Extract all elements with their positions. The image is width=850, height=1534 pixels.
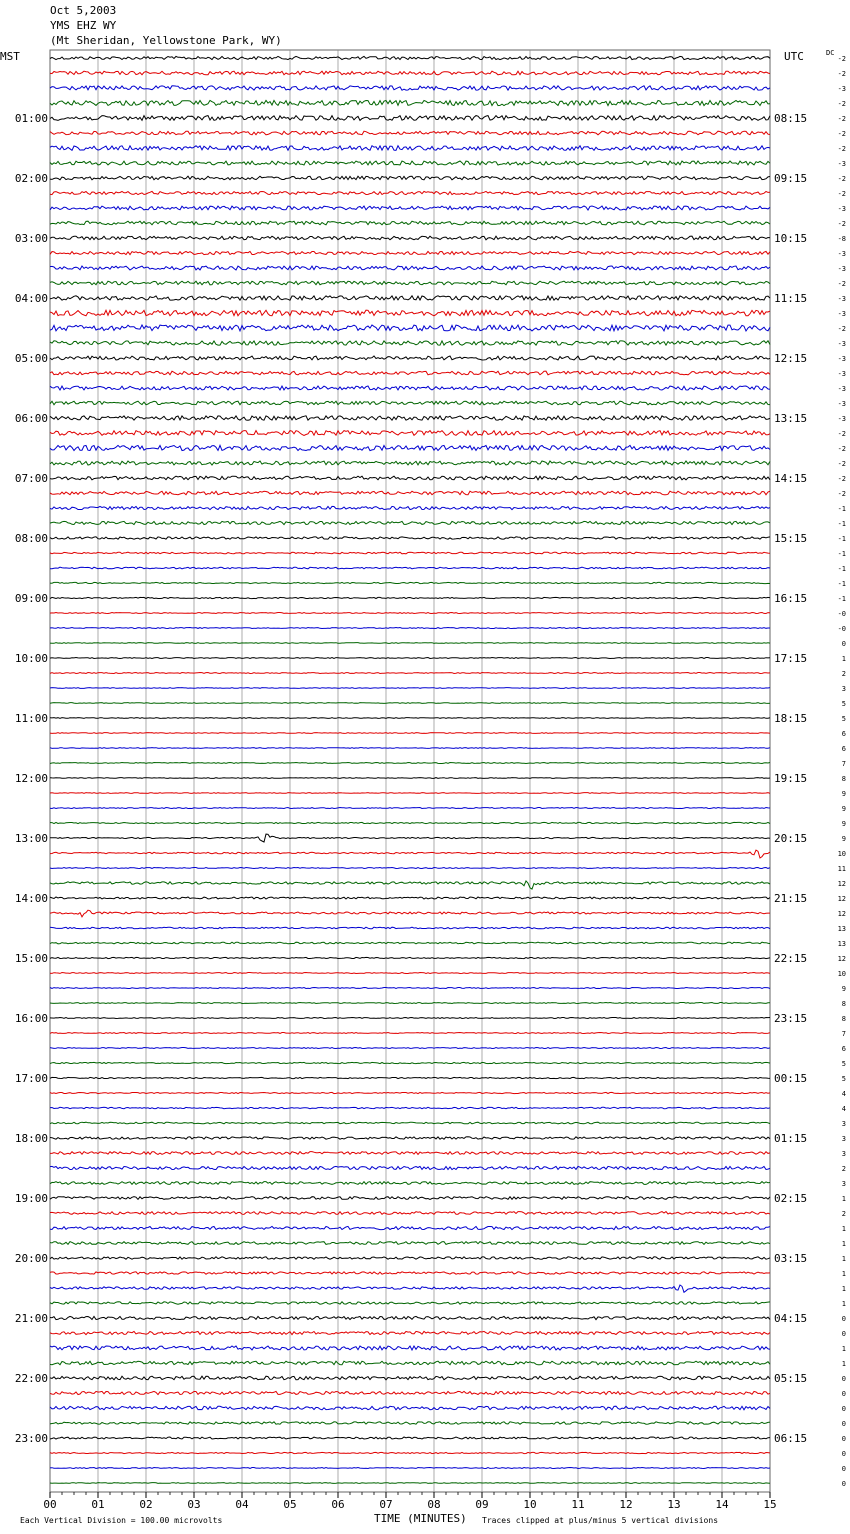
trace-line bbox=[50, 673, 770, 674]
trace-line bbox=[50, 401, 770, 405]
x-tick-label: 09 bbox=[475, 1498, 489, 1511]
trace-line bbox=[50, 431, 770, 436]
x-tick-label: 12 bbox=[619, 1498, 633, 1511]
dc-offset-label: 9 bbox=[841, 835, 846, 843]
dc-offset-label: 0 bbox=[841, 1435, 846, 1443]
x-tick-label: 06 bbox=[331, 1498, 345, 1511]
x-tick-label: 05 bbox=[283, 1498, 297, 1511]
trace-line bbox=[50, 131, 770, 135]
dc-offset-label: 5 bbox=[841, 715, 846, 723]
dc-offset-label: -3 bbox=[837, 205, 846, 213]
dc-offset-label: 0 bbox=[841, 1330, 846, 1338]
trace-line bbox=[50, 942, 770, 944]
trace-line bbox=[50, 822, 770, 823]
x-tick-label: 15 bbox=[763, 1498, 777, 1511]
dc-offset-label: 1 bbox=[841, 1225, 846, 1233]
trace-line bbox=[50, 236, 770, 240]
x-tick-label: 00 bbox=[43, 1498, 57, 1511]
mst-hour-label: 08:00 bbox=[14, 532, 48, 545]
dc-offset-label: 12 bbox=[837, 955, 846, 963]
trace-line bbox=[50, 1361, 770, 1365]
dc-offset-label: -2 bbox=[837, 475, 846, 483]
trace-line bbox=[50, 116, 770, 121]
trace-line bbox=[50, 506, 770, 509]
mst-hour-label: 11:00 bbox=[14, 712, 48, 725]
trace-line bbox=[50, 1468, 770, 1469]
trace-line bbox=[50, 325, 770, 331]
dc-offset-label: -2 bbox=[837, 190, 846, 198]
utc-hour-label: 12:15 bbox=[774, 352, 808, 365]
trace-line bbox=[50, 582, 770, 583]
x-tick-label: 13 bbox=[667, 1498, 681, 1511]
dc-offset-label: 2 bbox=[841, 1165, 846, 1173]
dc-offset-label: 13 bbox=[837, 925, 846, 933]
mst-hour-label: 16:00 bbox=[14, 1012, 48, 1025]
dc-offset-label: 0 bbox=[841, 1480, 846, 1488]
utc-hour-label: 00:15 bbox=[774, 1072, 808, 1085]
dc-offset-label: 12 bbox=[837, 880, 846, 888]
utc-hour-label: 04:15 bbox=[774, 1312, 808, 1325]
dc-offset-label: -2 bbox=[837, 220, 846, 228]
dc-offset-label: -0 bbox=[837, 610, 846, 618]
mst-hour-label: 13:00 bbox=[14, 832, 48, 845]
x-tick-label: 10 bbox=[523, 1498, 537, 1511]
trace-line bbox=[50, 221, 770, 225]
dc-offset-label: 1 bbox=[841, 1300, 846, 1308]
dc-offset-label: -2 bbox=[837, 445, 846, 453]
dc-offset-label: 1 bbox=[841, 1360, 846, 1368]
scale-note: Each Vertical Division = 100.00 microvolts bbox=[20, 1516, 223, 1525]
dc-offset-label: 1 bbox=[841, 1240, 846, 1248]
trace-line bbox=[50, 703, 770, 704]
trace-line bbox=[50, 1033, 770, 1034]
trace-line bbox=[50, 988, 770, 989]
mst-hour-label: 06:00 bbox=[14, 412, 48, 425]
trace-line bbox=[50, 628, 770, 629]
dc-offset-label: 4 bbox=[841, 1090, 846, 1098]
trace-line bbox=[50, 1122, 770, 1124]
utc-hour-label: 01:15 bbox=[774, 1132, 808, 1145]
trace-line bbox=[50, 1197, 770, 1200]
trace-line bbox=[50, 296, 770, 300]
trace-line bbox=[50, 1285, 770, 1292]
utc-hour-label: 15:15 bbox=[774, 532, 808, 545]
mst-hour-label: 04:00 bbox=[14, 292, 48, 305]
dc-offset-label: -2 bbox=[837, 430, 846, 438]
dc-offset-label: -1 bbox=[837, 595, 846, 603]
dc-offset-label: -0 bbox=[837, 625, 846, 633]
trace-line bbox=[50, 1391, 770, 1394]
x-tick-label: 08 bbox=[427, 1498, 441, 1511]
utc-hour-label: 23:15 bbox=[774, 1012, 808, 1025]
dc-offset-label: 1 bbox=[841, 1195, 846, 1203]
trace-line bbox=[50, 176, 770, 180]
dc-offset-label: 1 bbox=[841, 1285, 846, 1293]
trace-line bbox=[50, 461, 770, 465]
dc-offset-label: 3 bbox=[841, 685, 846, 693]
trace-line bbox=[50, 793, 770, 794]
utc-hour-label: 02:15 bbox=[774, 1192, 808, 1205]
dc-offset-label: 9 bbox=[841, 790, 846, 798]
mst-hour-label: 12:00 bbox=[14, 772, 48, 785]
utc-axis-label: UTC bbox=[784, 50, 804, 63]
dc-offset-label: -3 bbox=[837, 400, 846, 408]
mst-hour-label: 23:00 bbox=[14, 1432, 48, 1445]
dc-offset-label: -3 bbox=[837, 310, 846, 318]
utc-hour-label: 06:15 bbox=[774, 1432, 808, 1445]
utc-hour-label: 10:15 bbox=[774, 232, 808, 245]
trace-line bbox=[50, 1166, 770, 1169]
trace-line bbox=[50, 957, 770, 958]
trace-line bbox=[50, 445, 770, 450]
utc-hour-label: 19:15 bbox=[774, 772, 808, 785]
dc-offset-label: 0 bbox=[841, 1405, 846, 1413]
dc-offset-label: 3 bbox=[841, 1150, 846, 1158]
mst-hour-label: 17:00 bbox=[14, 1072, 48, 1085]
trace-line bbox=[50, 1437, 770, 1439]
dc-offset-label: -1 bbox=[837, 580, 846, 588]
trace-line bbox=[50, 1483, 770, 1484]
dc-offset-label: 1 bbox=[841, 1255, 846, 1263]
header-location: (Mt Sheridan, Yellowstone Park, WY) bbox=[50, 34, 282, 47]
dc-offset-label: 0 bbox=[841, 1420, 846, 1428]
utc-hour-label: 03:15 bbox=[774, 1252, 808, 1265]
trace-line bbox=[50, 834, 770, 842]
trace-line bbox=[50, 371, 770, 375]
dc-offset-label: -2 bbox=[837, 280, 846, 288]
trace-line bbox=[50, 476, 770, 480]
dc-offset-label: 8 bbox=[841, 775, 846, 783]
trace-line bbox=[50, 146, 770, 151]
trace-line bbox=[50, 1406, 770, 1410]
dc-offset-label: -3 bbox=[837, 385, 846, 393]
trace-line bbox=[50, 251, 770, 254]
trace-line bbox=[50, 927, 770, 929]
trace-line bbox=[50, 191, 770, 194]
dc-offset-label: 3 bbox=[841, 1180, 846, 1188]
trace-line bbox=[50, 733, 770, 734]
dc-offset-label: 10 bbox=[837, 850, 846, 858]
dc-offset-label: -1 bbox=[837, 505, 846, 513]
trace-line bbox=[50, 718, 770, 719]
dc-label: DC bbox=[826, 49, 835, 57]
trace-line bbox=[50, 521, 770, 524]
trace-line bbox=[50, 1257, 770, 1259]
dc-offset-label: 1 bbox=[841, 655, 846, 663]
utc-hour-label: 09:15 bbox=[774, 172, 808, 185]
dc-offset-label: 1 bbox=[841, 1270, 846, 1278]
trace-line bbox=[50, 1018, 770, 1019]
dc-offset-label: -2 bbox=[837, 100, 846, 108]
dc-offset-label: 0 bbox=[841, 1450, 846, 1458]
trace-line bbox=[50, 868, 770, 869]
mst-hour-label: 03:00 bbox=[14, 232, 48, 245]
dc-offset-label: -2 bbox=[837, 130, 846, 138]
trace-line bbox=[50, 56, 770, 59]
mst-hour-label: 22:00 bbox=[14, 1372, 48, 1385]
trace-line bbox=[50, 206, 770, 210]
dc-offset-label: -2 bbox=[837, 145, 846, 153]
mst-hour-label: 02:00 bbox=[14, 172, 48, 185]
trace-line bbox=[50, 1226, 770, 1229]
trace-line bbox=[50, 416, 770, 420]
x-axis-title: TIME (MINUTES) bbox=[374, 1512, 467, 1525]
dc-offset-label: -3 bbox=[837, 370, 846, 378]
trace-line bbox=[50, 86, 770, 90]
dc-offset-label: 10 bbox=[837, 970, 846, 978]
trace-line bbox=[50, 658, 770, 659]
dc-offset-label: 3 bbox=[841, 1135, 846, 1143]
trace-line bbox=[50, 1316, 770, 1319]
dc-offset-label: 12 bbox=[837, 910, 846, 918]
dc-offset-label: 7 bbox=[841, 1030, 846, 1038]
utc-hour-label: 16:15 bbox=[774, 592, 808, 605]
trace-line bbox=[50, 1048, 770, 1049]
trace-line bbox=[50, 1272, 770, 1274]
utc-hour-label: 11:15 bbox=[774, 292, 808, 305]
dc-offset-label: 9 bbox=[841, 985, 846, 993]
dc-offset-label: -2 bbox=[837, 325, 846, 333]
mst-hour-label: 14:00 bbox=[14, 892, 48, 905]
x-tick-label: 01 bbox=[91, 1498, 105, 1511]
trace-line bbox=[50, 1107, 770, 1108]
utc-hour-label: 21:15 bbox=[774, 892, 808, 905]
trace-line bbox=[50, 613, 770, 614]
trace-line bbox=[50, 1346, 770, 1350]
trace-line bbox=[50, 1242, 770, 1245]
mst-hour-label: 05:00 bbox=[14, 352, 48, 365]
dc-offset-label: 0 bbox=[841, 640, 846, 648]
trace-line bbox=[50, 552, 770, 554]
utc-hour-label: 05:15 bbox=[774, 1372, 808, 1385]
dc-offset-label: -1 bbox=[837, 535, 846, 543]
trace-line bbox=[50, 356, 770, 360]
trace-line bbox=[50, 1003, 770, 1004]
dc-offset-label: -2 bbox=[837, 70, 846, 78]
dc-offset-label: 0 bbox=[841, 1315, 846, 1323]
trace-line bbox=[50, 1422, 770, 1424]
dc-offset-label: 1 bbox=[841, 1345, 846, 1353]
mst-hour-label: 21:00 bbox=[14, 1312, 48, 1325]
dc-offset-label: 12 bbox=[837, 895, 846, 903]
trace-line bbox=[50, 1152, 770, 1155]
trace-line bbox=[50, 386, 770, 390]
dc-offset-label: -2 bbox=[837, 55, 846, 63]
dc-offset-label: -3 bbox=[837, 265, 846, 273]
trace-line bbox=[50, 643, 770, 644]
trace-line bbox=[50, 1137, 770, 1139]
dc-offset-label: 5 bbox=[841, 700, 846, 708]
header-date: Oct 5,2003 bbox=[50, 4, 117, 17]
trace-line bbox=[50, 537, 770, 539]
trace-line bbox=[50, 748, 770, 749]
trace-line bbox=[50, 1452, 770, 1453]
utc-hour-label: 20:15 bbox=[774, 832, 808, 845]
dc-offset-label: -3 bbox=[837, 415, 846, 423]
trace-line bbox=[50, 881, 770, 889]
dc-offset-label: 7 bbox=[841, 760, 846, 768]
dc-offset-label: 5 bbox=[841, 1075, 846, 1083]
dc-offset-label: 6 bbox=[841, 745, 846, 753]
dc-offset-label: -3 bbox=[837, 85, 846, 93]
trace-line bbox=[50, 310, 770, 316]
mst-hour-label: 10:00 bbox=[14, 652, 48, 665]
dc-offset-label: -3 bbox=[837, 160, 846, 168]
x-tick-label: 02 bbox=[139, 1498, 153, 1511]
dc-offset-label: 6 bbox=[841, 1045, 846, 1053]
dc-offset-label: -1 bbox=[837, 520, 846, 528]
dc-offset-label: 5 bbox=[841, 1060, 846, 1068]
utc-hour-label: 22:15 bbox=[774, 952, 808, 965]
mst-hour-label: 01:00 bbox=[14, 112, 48, 125]
trace-line bbox=[50, 266, 770, 270]
trace-line bbox=[50, 850, 770, 858]
utc-hour-label: 17:15 bbox=[774, 652, 808, 665]
trace-line bbox=[50, 1077, 770, 1078]
dc-offset-label: -3 bbox=[837, 340, 846, 348]
dc-offset-label: -1 bbox=[837, 550, 846, 558]
dc-offset-label: 4 bbox=[841, 1105, 846, 1113]
trace-line bbox=[50, 161, 770, 165]
trace-line bbox=[50, 567, 770, 569]
dc-offset-label: -2 bbox=[837, 175, 846, 183]
x-tick-label: 11 bbox=[571, 1498, 585, 1511]
dc-offset-label: 13 bbox=[837, 940, 846, 948]
dc-offset-label: 8 bbox=[841, 1015, 846, 1023]
trace-line bbox=[50, 281, 770, 285]
trace-line bbox=[50, 1212, 770, 1215]
mst-hour-label: 19:00 bbox=[14, 1192, 48, 1205]
trace-line bbox=[50, 910, 770, 917]
x-tick-label: 04 bbox=[235, 1498, 249, 1511]
x-tick-label: 14 bbox=[715, 1498, 729, 1511]
trace-line bbox=[50, 597, 770, 598]
utc-hour-label: 08:15 bbox=[774, 112, 808, 125]
trace-line bbox=[50, 973, 770, 974]
trace-line bbox=[50, 341, 770, 345]
trace-line bbox=[50, 100, 770, 105]
mst-hour-label: 09:00 bbox=[14, 592, 48, 605]
dc-offset-label: 0 bbox=[841, 1375, 846, 1383]
trace-line bbox=[50, 763, 770, 764]
dc-offset-label: 2 bbox=[841, 670, 846, 678]
dc-offset-label: 9 bbox=[841, 805, 846, 813]
trace-line bbox=[50, 491, 770, 495]
dc-offset-label: -1 bbox=[837, 565, 846, 573]
dc-offset-label: 0 bbox=[841, 1465, 846, 1473]
trace-line bbox=[50, 897, 770, 899]
dc-offset-label: 6 bbox=[841, 730, 846, 738]
dc-offset-label: -2 bbox=[837, 115, 846, 123]
x-tick-label: 07 bbox=[379, 1498, 393, 1511]
x-tick-label: 03 bbox=[187, 1498, 201, 1511]
trace-line bbox=[50, 808, 770, 809]
utc-hour-label: 18:15 bbox=[774, 712, 808, 725]
mst-hour-label: 15:00 bbox=[14, 952, 48, 965]
mst-hour-label: 20:00 bbox=[14, 1252, 48, 1265]
trace-line bbox=[50, 1092, 770, 1093]
trace-line bbox=[50, 778, 770, 779]
dc-offset-label: -2 bbox=[837, 490, 846, 498]
trace-line bbox=[50, 688, 770, 689]
trace-line bbox=[50, 71, 770, 75]
dc-offset-label: 0 bbox=[841, 1390, 846, 1398]
utc-hour-label: 13:15 bbox=[774, 412, 808, 425]
trace-line bbox=[50, 1062, 770, 1063]
trace-line bbox=[50, 1331, 770, 1334]
mst-axis-label: MST bbox=[0, 50, 20, 63]
dc-offset-label: 3 bbox=[841, 1120, 846, 1128]
clip-note: Traces clipped at plus/minus 5 vertical divisions bbox=[482, 1516, 719, 1525]
mst-hour-label: 18:00 bbox=[14, 1132, 48, 1145]
mst-hour-label: 07:00 bbox=[14, 472, 48, 485]
trace-line bbox=[50, 1376, 770, 1380]
header-station: YMS EHZ WY bbox=[50, 19, 117, 32]
dc-offset-label: -3 bbox=[837, 295, 846, 303]
dc-offset-label: 9 bbox=[841, 820, 846, 828]
dc-offset-label: -3 bbox=[837, 355, 846, 363]
dc-offset-label: 8 bbox=[841, 1000, 846, 1008]
utc-hour-label: 14:15 bbox=[774, 472, 808, 485]
dc-offset-label: 11 bbox=[837, 865, 846, 873]
dc-offset-label: -3 bbox=[837, 250, 846, 258]
trace-line bbox=[50, 1182, 770, 1185]
dc-offset-label: -2 bbox=[837, 460, 846, 468]
dc-offset-label: -8 bbox=[837, 235, 846, 243]
dc-offset-label: 2 bbox=[841, 1210, 846, 1218]
trace-line bbox=[50, 1302, 770, 1304]
